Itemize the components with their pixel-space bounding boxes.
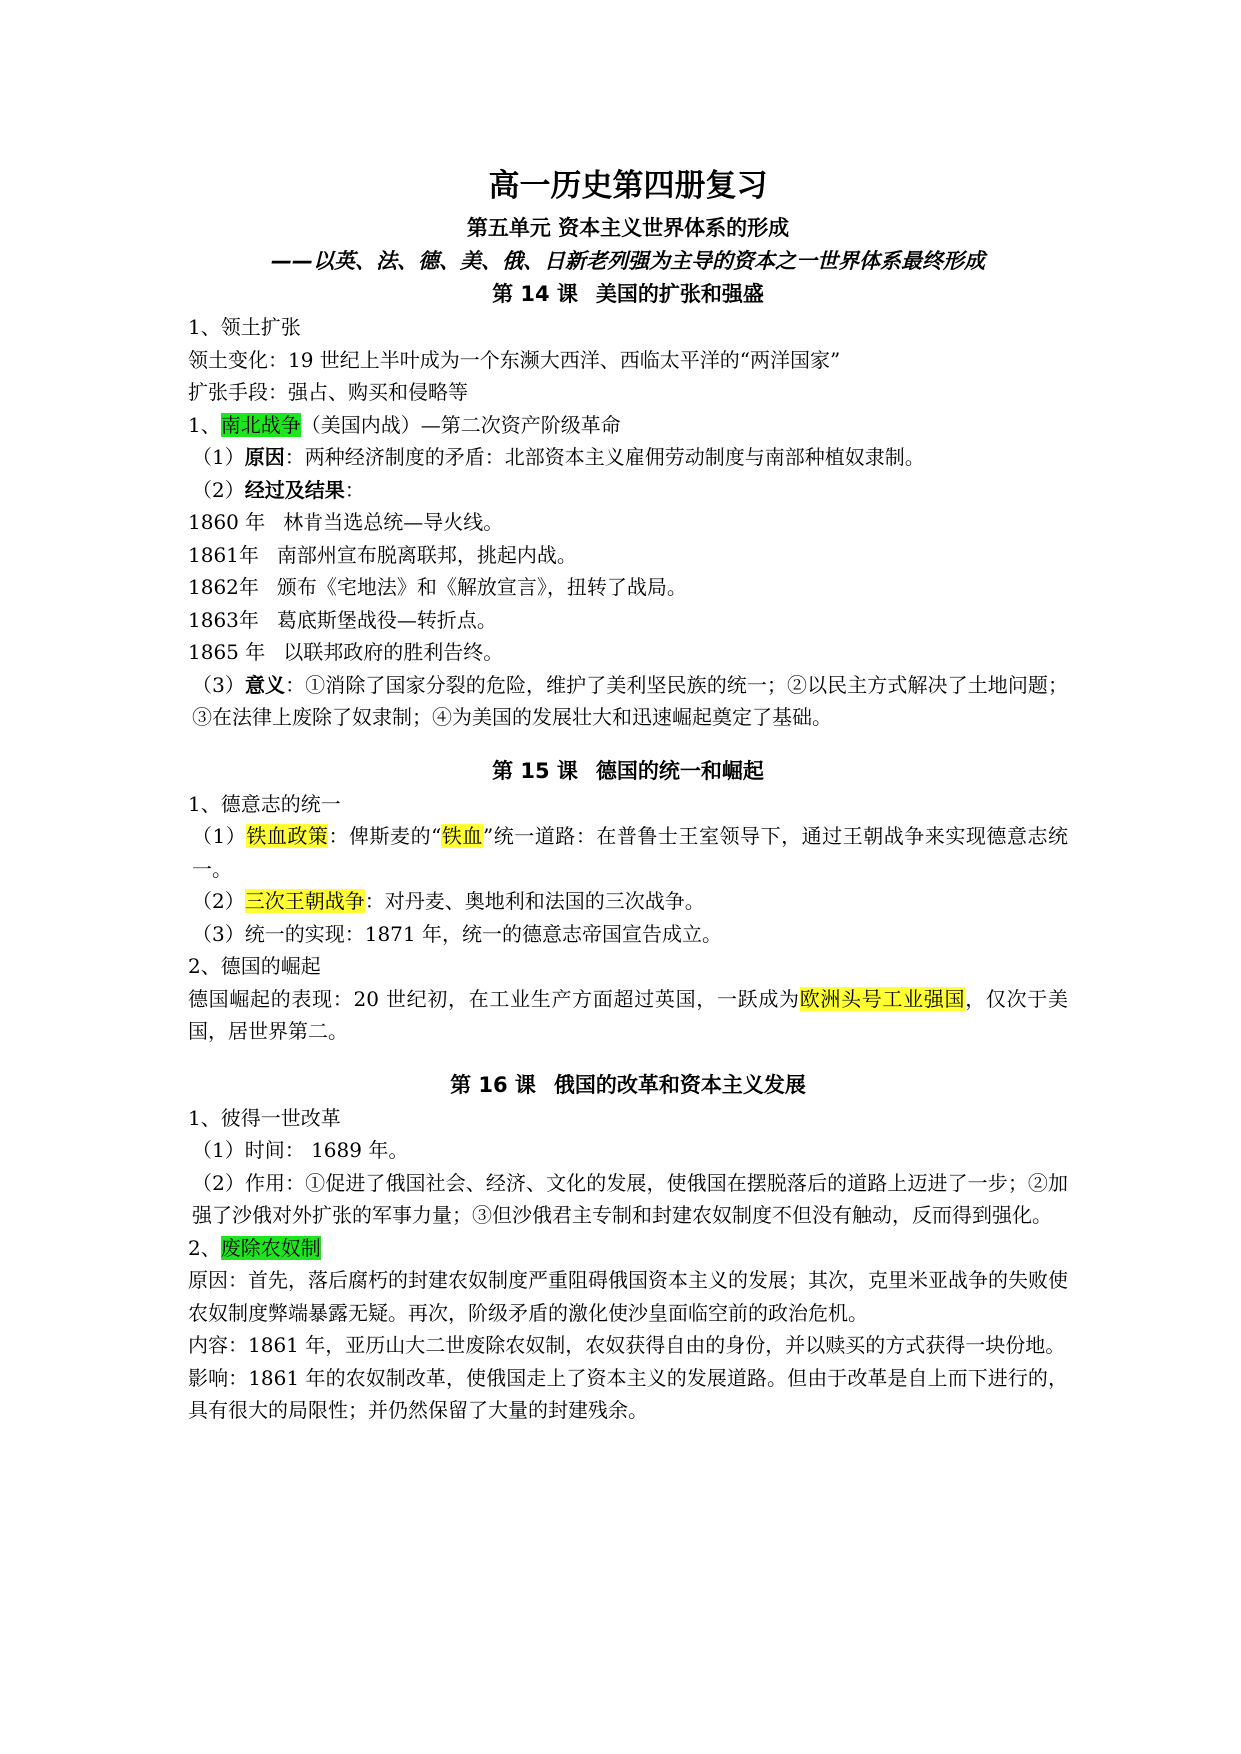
item-number: （1） <box>192 445 245 469</box>
event-year: 1862年 <box>188 575 259 599</box>
serfdom-reason: 原因：首先，落后腐朽的封建农奴制度严重阻碍俄国资本主义的发展；其次，克里米亚战争的失败使农奴制度弊端暴露无疑。再次，阶级矛盾的激化使沙皇面临空前的政治危机。 <box>188 1268 1068 1325</box>
process-label: 经过及结果 <box>244 477 345 502</box>
section-number: 1、 <box>188 412 221 437</box>
event-year: 1863年 <box>188 607 259 632</box>
expansion-means: 扩张手段：强占、购买和侵略等 <box>188 380 468 404</box>
unit-heading: 第五单元 资本主义世界体系的形成 <box>466 216 790 240</box>
civil-war-rest: （美国内战）—第二次资产阶级革命 <box>300 412 621 437</box>
event-row <box>188 636 1068 669</box>
event-row <box>188 604 1068 637</box>
civil-war-meaning <box>188 669 1068 734</box>
lesson-15-heading <box>188 755 1068 788</box>
territory-change: 领土变化：19 世纪上半叶成为一个东濒大西洋、西临太平洋的“两洋国家” <box>188 347 841 372</box>
section-german-unification: 1、德意志的统一 <box>188 791 341 816</box>
event-text: 南部州宣布脱离联邦，挑起内战。 <box>276 542 577 567</box>
event-row <box>188 506 1068 539</box>
policy-text-b: ”统一道路：在普鲁士王室领导下，通过王朝战争来实现德意志统一。 <box>192 824 1069 881</box>
cause-text: ：两种经济制度的矛盾：北部资本主义雇佣劳动制度与南部种植奴隶制。 <box>284 445 925 469</box>
item-number: （1） <box>192 824 247 848</box>
meaning-text: ：①消除了国家分裂的危险，维护了美利坚民族的统一；②以民主方式解决了土地问题；③在法律上废除了奴隶制；④为美国的发展壮大和迅速崛起奠定了基础。 <box>192 672 1068 729</box>
lesson-14-name: 美国的扩张和强盛 <box>595 282 764 306</box>
civil-war-cause <box>188 441 1068 474</box>
abolish-serfdom-highlight: 废除农奴制 <box>220 1235 321 1260</box>
event-year: 1861年 <box>188 542 259 567</box>
cause-label: 原因 <box>244 445 285 469</box>
section-territorial-expansion: 1、领土扩张 <box>188 315 301 339</box>
rise-text-a: 德国崛起的表现：20 世纪初，在工业生产方面超过英国，一跃成为 <box>188 986 800 1011</box>
lesson-14-heading <box>188 278 1068 311</box>
unification-realized: （3）统一的实现：1871 年，统一的德意志帝国宣告成立。 <box>192 921 722 946</box>
serfdom-content: 内容：1861 年，亚历山大二世废除农奴制，农奴获得自由的身份，并以赎买的方式获得一块份地。 <box>188 1333 1066 1357</box>
item-number: （2） <box>192 889 245 913</box>
civil-war-process <box>188 474 1068 507</box>
section-peter-reform: 1、彼得一世改革 <box>188 1105 341 1130</box>
document-body <box>188 162 1068 1427</box>
event-text: 以联邦政府的胜利告终。 <box>283 640 504 664</box>
section-civil-war <box>188 409 1068 442</box>
industrial-power-highlight: 欧洲头号工业强国 <box>799 986 966 1011</box>
document-title: 高一历史第四册复习 <box>488 168 768 204</box>
reform-effect: （2）作用：①促进了俄国社会、经济、文化的发展，使俄国在摆脱落后的道路上迈进了一步；②加强了沙俄对外扩张的军事力量；③但沙俄君主专制和封建农奴制度不但没有触动，反而得到强化。 <box>192 1170 1068 1227</box>
event-row <box>188 539 1068 572</box>
lesson-15-number: 第 15 课 <box>492 758 578 783</box>
serfdom-impact: 影响：1861 年的农奴制改革，使俄国走上了资本主义的发展道路。但由于改革是自上而下进行的，具有很大的局限性；并仍然保留了大量的封建残余。 <box>188 1365 1068 1422</box>
dynastic-wars-text: ：对丹麦、奥地利和法国的三次战争。 <box>364 889 705 913</box>
civil-war-highlight: 南北战争 <box>220 412 301 437</box>
lesson-16-name: 俄国的改革和资本主义发展 <box>553 1072 806 1097</box>
policy-text-a: ：俾斯麦的“ <box>328 824 442 848</box>
unit-subtitle: ——以英、法、德、美、俄、日新老列强为主导的资本之一世界体系最终形成 <box>271 249 985 273</box>
blood-iron-highlight-2: 铁血 <box>441 824 483 848</box>
lesson-16-heading <box>188 1069 1068 1102</box>
lesson-14-number: 第 14 课 <box>492 282 578 306</box>
event-text: 颁布《宅地法》和《解放宣言》，扭转了战局。 <box>276 575 687 599</box>
three-dynastic-wars <box>188 885 1068 918</box>
event-row <box>188 571 1068 604</box>
section-abolish-serfdom <box>188 1232 1068 1265</box>
blood-iron-policy <box>188 820 1068 885</box>
german-rise-text <box>188 983 1068 1048</box>
item-number: （3） <box>192 672 245 697</box>
lesson-16-number: 第 16 课 <box>450 1072 536 1097</box>
reform-time: （1）时间： 1689 年。 <box>192 1138 409 1162</box>
lesson-15-name: 德国的统一和崛起 <box>595 758 764 783</box>
event-text: 林肯当选总统—导火线。 <box>283 510 504 534</box>
meaning-label: 意义 <box>244 672 286 697</box>
dynastic-wars-highlight: 三次王朝战争 <box>244 889 365 913</box>
section-number: 2、 <box>188 1235 221 1260</box>
item-number: （2） <box>192 477 245 502</box>
event-year: 1860 年 <box>188 510 266 534</box>
event-text: 葛底斯堡战役—转折点。 <box>276 607 497 632</box>
section-german-rise: 2、德国的崛起 <box>188 954 321 978</box>
event-year: 1865 年 <box>188 640 266 664</box>
blood-iron-highlight: 铁血政策 <box>246 824 329 848</box>
rise-text-b: ，仅次于美国，居世界第二。 <box>188 986 1068 1043</box>
colon: ： <box>344 477 365 502</box>
